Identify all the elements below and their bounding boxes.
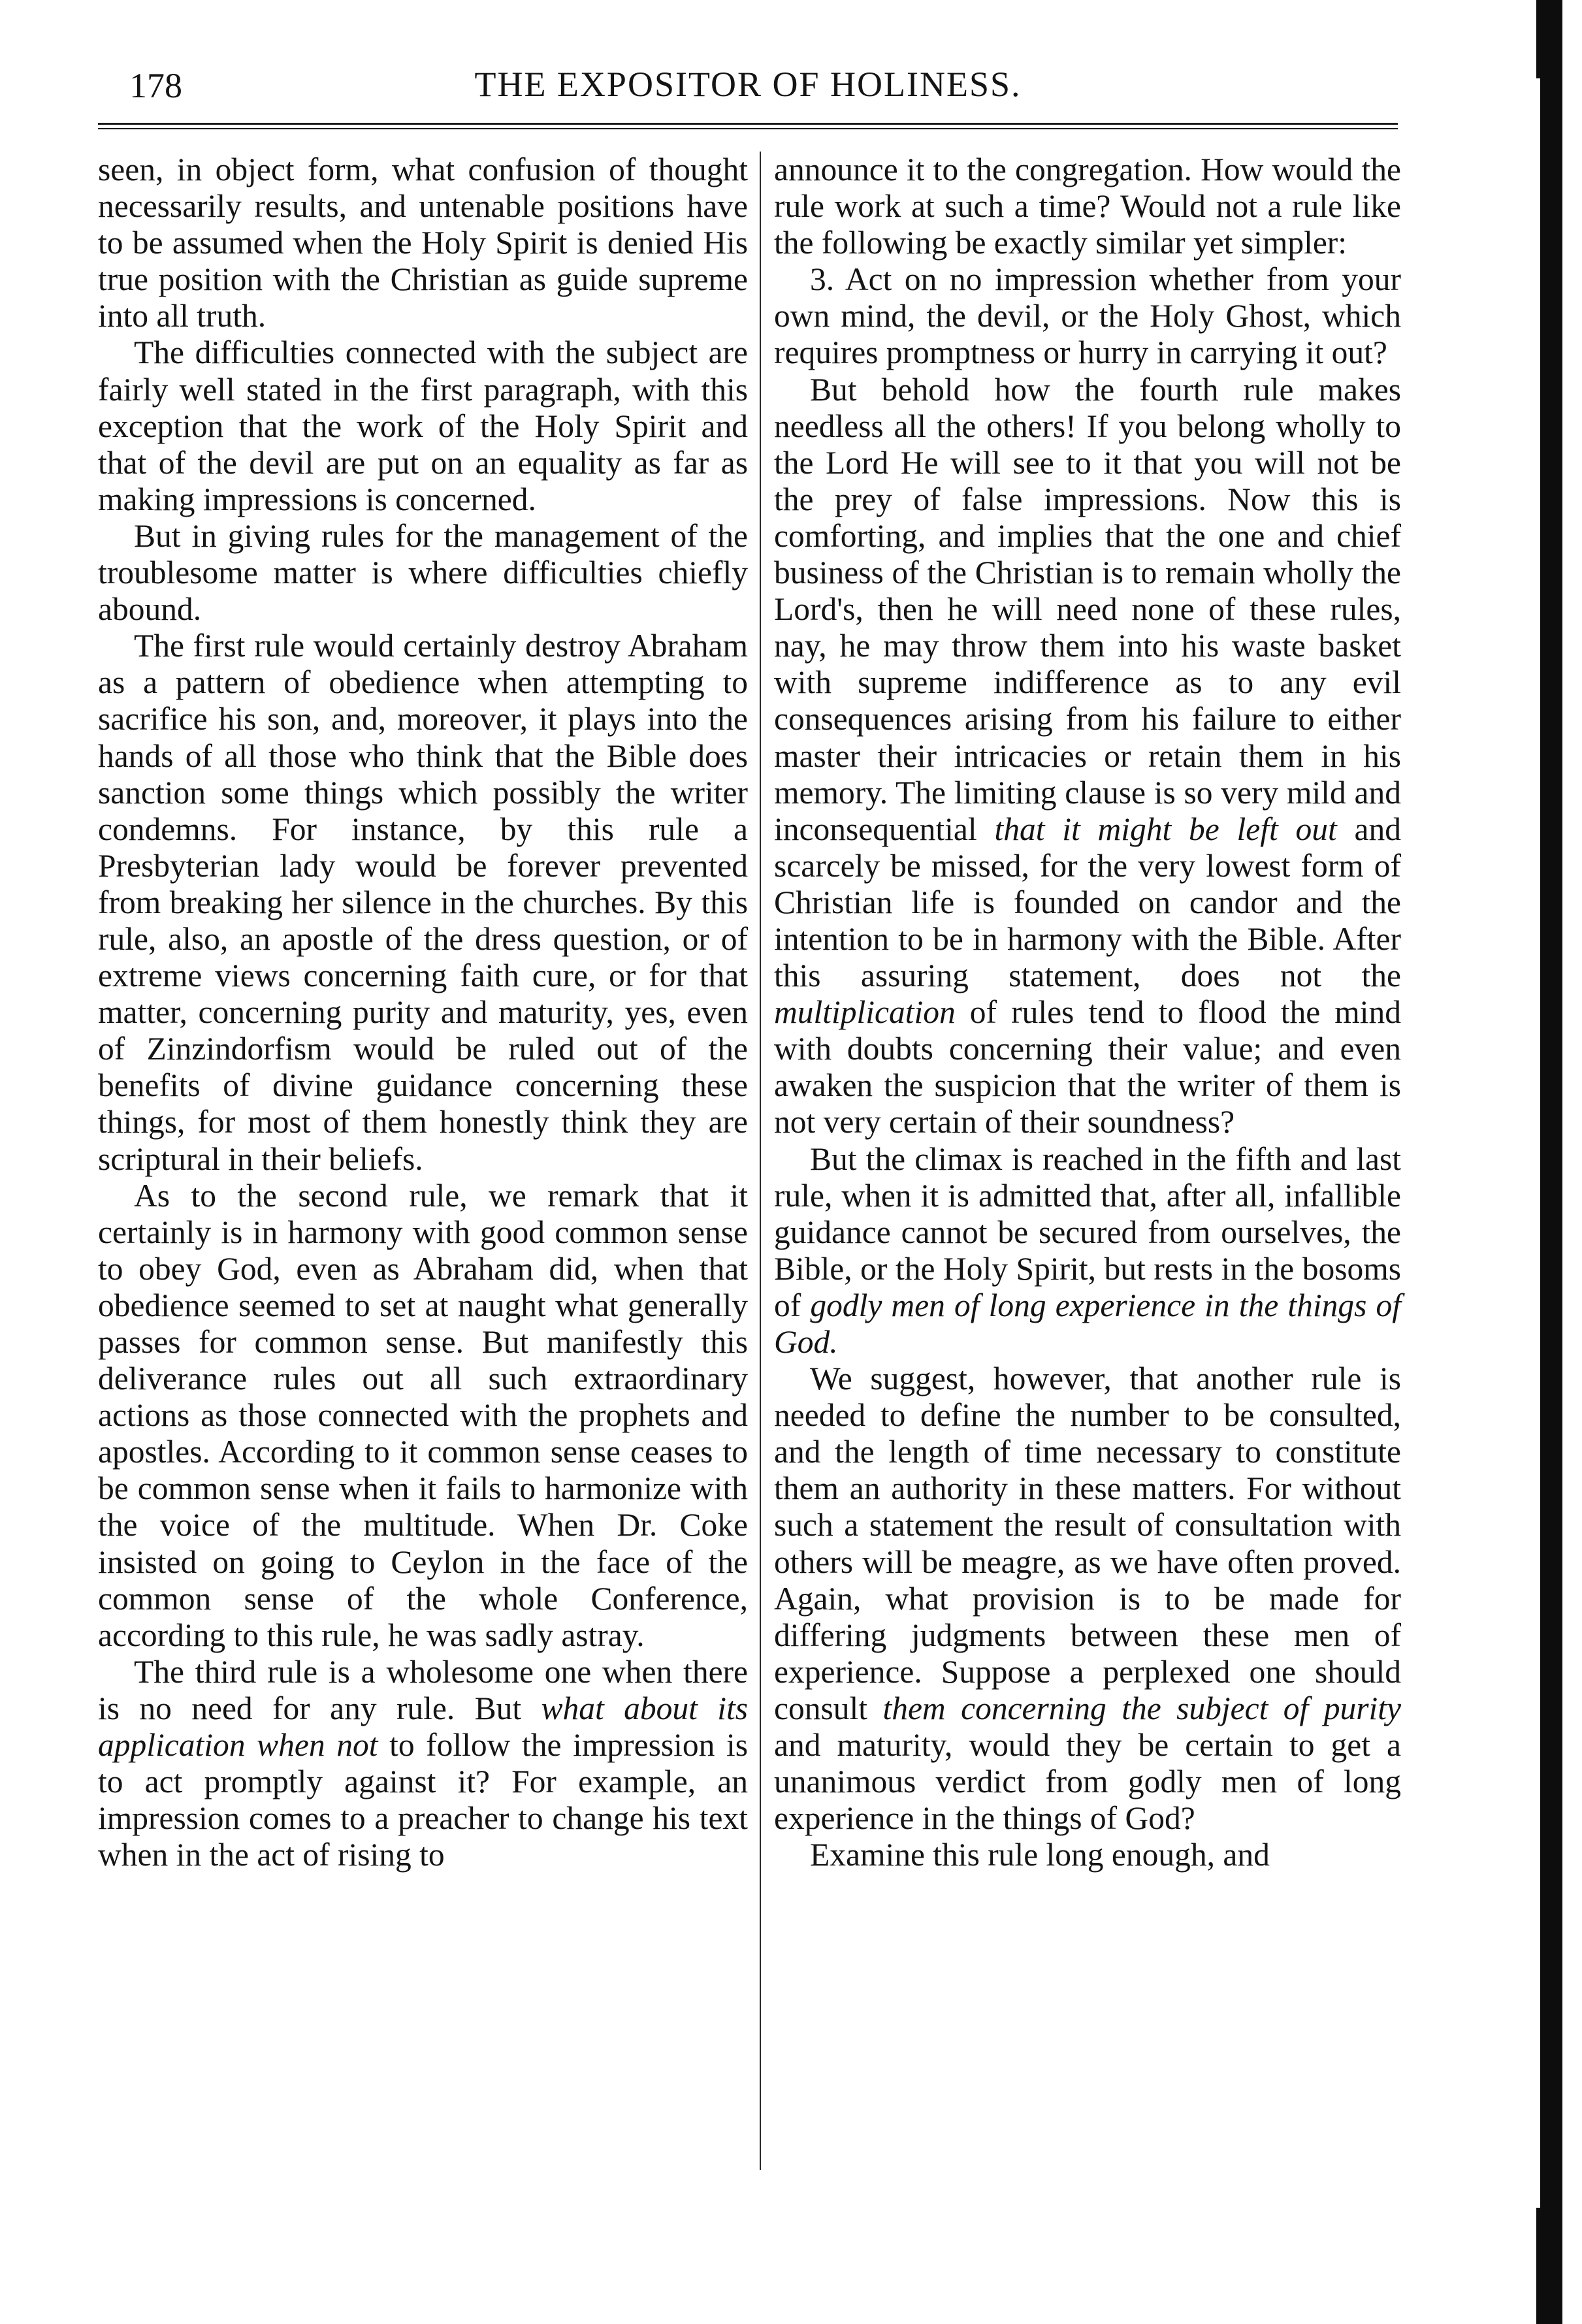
paragraph: But in giving rules for the management of the troublesome matter is where difficulties chiefly abound. xyxy=(98,517,748,628)
text-run: The third rule is a wholesome one when there is no need for any rule. But xyxy=(98,1653,748,1726)
italic-run: what about its application when not xyxy=(98,1690,749,1764)
running-title: THE EXPOSITOR OF HOLINESS. xyxy=(474,65,1022,104)
text-run: We suggest, however, that another rule is needed to define the number to be consulted, and the length of time necessary to constitute them an authority in these matters. For without such a statement the result of consultation with others will be meagre, as we have often proved. Again, what provision is to be made for differing judgments between these men of experience. Suppose a perplexed one should consult xyxy=(774,1361,1401,1726)
italic-run: godly men of long experience in the things of God. xyxy=(774,1287,1401,1360)
paragraph xyxy=(774,372,1401,1141)
paragraph: The first rule would certainly destroy Abraham as a pattern of obedience when attempting to sacrifice his son, and, moreover, it plays into the hands of all those who think that the Bible does sanction some things which possibly the writer condemns. For instance, by this rule a Presbyterian lady would be forever prevented from breaking her silence in the churches. By this rule, also, an apostle of the dress question, or of extreme views concerning faith cure, or for that matter, concerning purity and maturity, yes, even of Zinzindorfism would be ruled out of the benefits of divine guidance concerning these things, for most of them honestly think they are scriptural in their beliefs. xyxy=(98,628,748,1177)
italic-run: them concerning the subject of purity xyxy=(882,1690,1401,1726)
paragraph: 3. Act on no impression whether from your own mind, the devil, or the Holy Ghost, which requires promptness or hurry in carrying it out? xyxy=(774,261,1401,371)
text-run: and scarcely be missed, for the very lowest form of Christian life is founded on candor and the intention to be in harmony with the Bible. After this assuring statement, does not the xyxy=(774,811,1402,994)
scan-edge-bar xyxy=(1540,0,1562,2324)
page-header xyxy=(98,60,1398,119)
text-run: and maturity, would they be certain to get a unanimous verdict from godly men of long experience in the things of God? xyxy=(774,1727,1401,1837)
page-number: 178 xyxy=(129,66,182,105)
paragraph: Examine this rule long enough, and xyxy=(810,1837,1270,1873)
header-rule-second xyxy=(98,128,1398,129)
text-run: But behold how the fourth rule makes needless all the others! If you belong wholly to the Lord He will see to it that you will not be the prey of false impressions. Now this is comforting, and implies that the one and chief business of the Christian is to remain wholly the Lord's, then he will need none of these rules, nay, he may throw them into his waste basket with supreme indifference as to any evil consequences arising from his failure to either master their intricacies or retain them in his memory. The limiting clause is so very mild and inconsequential xyxy=(774,371,1401,847)
paragraph: The difficulties connected with the subject are fairly well stated in the first paragraph, with this exception that the work of the Holy Spirit and that of the devil are put on an equality as far as making impressions is concerned. xyxy=(98,334,748,517)
left-column xyxy=(98,152,748,1873)
paragraph xyxy=(98,1654,748,1874)
paragraph: As to the second rule, we remark that it certainly is in harmony with good common sense to obey God, even as Abraham did, when that obedience seemed to set at naught what generally passes for common sense. But manifestly this deliverance rules out all such extraordinary actions as those connected with the prophets and apostles. According to it common sense ceases to be common sense when it fails to harmonize with the voice of the multitude. When Dr. Coke insisted on going to Ceylon in the face of the common sense of the whole Conference, according to this rule, he was sadly astray. xyxy=(98,1177,748,1653)
italic-run: that it might be left out xyxy=(994,811,1337,847)
column-divider xyxy=(760,152,761,2170)
header-rule xyxy=(98,123,1398,125)
text-run: But the climax is reached in the fifth and last rule, when it is admitted that, after all, infallible guidance cannot be secured from ourselves, the Bible, or the Holy Spirit, but rests in the bosoms of xyxy=(774,1140,1401,1323)
scan-edge-notch xyxy=(1536,2208,1540,2324)
right-column xyxy=(774,152,1401,1873)
paragraph: announce it to the congregation. How would the rule work at such a time? Would not a rule like the following be exactly similar yet simpler: xyxy=(774,152,1401,261)
scan-edge-notch xyxy=(1536,0,1540,78)
text-run: of rules tend to flood the mind with doubts concerning their value; and even awaken the suspicion that the writer of them is not very certain of their soundness? xyxy=(774,994,1401,1140)
paragraph xyxy=(774,1141,1401,1361)
text-run: to follow the impression is to act promptly against it? For example, an impression comes to a preacher to change his text when in the act of rising to xyxy=(98,1727,748,1873)
paragraph: seen, in object form, what confusion of thought necessarily results, and untenable positions have to be assumed when the Holy Spirit is denied His true position with the Christian as guide supreme into all truth. xyxy=(98,152,748,334)
italic-run: multiplication xyxy=(774,994,956,1031)
paragraph xyxy=(774,1361,1401,1837)
